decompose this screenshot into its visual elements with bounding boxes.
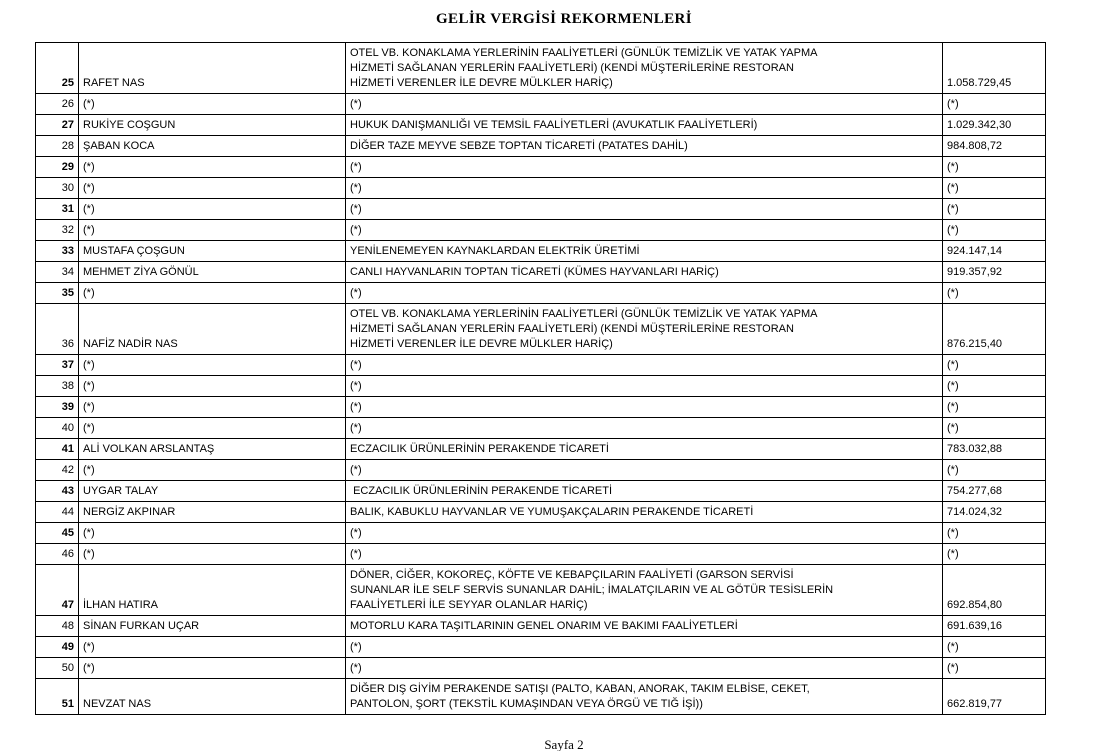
row-number-cell: 27	[36, 115, 79, 136]
amount-cell: 783.032,88	[943, 439, 1046, 460]
table-row	[36, 283, 1046, 304]
name-cell: (*)	[79, 418, 346, 439]
page-number-label: Sayfa 2	[544, 737, 584, 751]
amount-cell: (*)	[943, 418, 1046, 439]
activity-cell: DÖNER, CİĞER, KOKOREÇ, KÖFTE VE KEBAPÇILARIN FAALİYETİ (GARSON SERVİSİ SUNANLAR İLE SELF SERVİS SUNANLAR DAHİL; İMALATÇILARIN VE AL GÖTÜR TESİSLERİN FAALİYETLERİ İLE SEYYAR OLANLAR HARİÇ)	[346, 565, 943, 616]
row-number-cell: 48	[36, 616, 79, 637]
page-title: GELİR VERGİSİ REKORMENLERİ	[435, 11, 692, 27]
activity-cell: OTEL VB. KONAKLAMA YERLERİNİN FAALİYETLERİ (GÜNLÜK TEMİZLİK VE YATAK YAPMA HİZMETİ SAĞLANAN YERLERİN FAALİYETLERİ) (KENDİ MÜŞTERİLERİNE RESTORAN HİZMETİ VERENLER İLE DEVRE MÜLKLER HARİÇ)	[346, 304, 943, 355]
activity-cell: (*)	[346, 157, 943, 178]
row-number-cell: 28	[36, 136, 79, 157]
table-row	[36, 523, 1046, 544]
amount-cell: 662.819,77	[943, 679, 1046, 715]
activity-cell: (*)	[346, 460, 943, 481]
records-table	[35, 42, 1046, 715]
amount-cell: 876.215,40	[943, 304, 1046, 355]
amount-cell: (*)	[943, 376, 1046, 397]
row-number-cell: 51	[36, 679, 79, 715]
name-cell: SİNAN FURKAN UÇAR	[79, 616, 346, 637]
row-number-cell: 49	[36, 637, 79, 658]
row-number-cell: 46	[36, 544, 79, 565]
row-number-cell: 43	[36, 481, 79, 502]
row-number-cell: 44	[36, 502, 79, 523]
table-row	[36, 439, 1046, 460]
name-cell: RAFET NAS	[79, 43, 346, 94]
table-row	[36, 565, 1046, 616]
amount-cell: 924.147,14	[943, 241, 1046, 262]
table-row	[36, 220, 1046, 241]
amount-cell: (*)	[943, 637, 1046, 658]
name-cell: (*)	[79, 376, 346, 397]
activity-cell: (*)	[346, 523, 943, 544]
amount-cell: 692.854,80	[943, 565, 1046, 616]
amount-cell: (*)	[943, 178, 1046, 199]
name-cell: (*)	[79, 94, 346, 115]
table-row	[36, 544, 1046, 565]
amount-cell: 1.029.342,30	[943, 115, 1046, 136]
row-number-cell: 36	[36, 304, 79, 355]
name-cell: NERGİZ AKPINAR	[79, 502, 346, 523]
amount-cell: (*)	[943, 460, 1046, 481]
table-row	[36, 355, 1046, 376]
name-cell: (*)	[79, 220, 346, 241]
amount-cell: (*)	[943, 658, 1046, 679]
table-row	[36, 115, 1046, 136]
amount-cell: 984.808,72	[943, 136, 1046, 157]
table-row	[36, 178, 1046, 199]
row-number-cell: 42	[36, 460, 79, 481]
name-cell: İLHAN HATIRA	[79, 565, 346, 616]
row-number-cell: 25	[36, 43, 79, 94]
name-cell: (*)	[79, 658, 346, 679]
activity-cell: (*)	[346, 355, 943, 376]
amount-cell: 691.639,16	[943, 616, 1046, 637]
activity-cell: (*)	[346, 199, 943, 220]
table-row	[36, 658, 1046, 679]
activity-cell: BALIK, KABUKLU HAYVANLAR VE YUMUŞAKÇALARIN PERAKENDE TİCARETİ	[346, 502, 943, 523]
row-number-cell: 41	[36, 439, 79, 460]
activity-cell: (*)	[346, 94, 943, 115]
amount-cell: 714.024,32	[943, 502, 1046, 523]
row-number-cell: 35	[36, 283, 79, 304]
name-cell: (*)	[79, 157, 346, 178]
table-body	[36, 43, 1046, 715]
table-row	[36, 418, 1046, 439]
activity-cell: (*)	[346, 544, 943, 565]
table-row	[36, 679, 1046, 715]
amount-cell: (*)	[943, 523, 1046, 544]
name-cell: ALİ VOLKAN ARSLANTAŞ	[79, 439, 346, 460]
row-number-cell: 30	[36, 178, 79, 199]
activity-cell: HUKUK DANIŞMANLIĞI VE TEMSİL FAALİYETLERİ (AVUKATLIK FAALİYETLERİ)	[346, 115, 943, 136]
amount-cell: (*)	[943, 199, 1046, 220]
table-row	[36, 397, 1046, 418]
table-row	[36, 262, 1046, 283]
name-cell: (*)	[79, 544, 346, 565]
table-row	[36, 616, 1046, 637]
row-number-cell: 31	[36, 199, 79, 220]
amount-cell: 1.058.729,45	[943, 43, 1046, 94]
activity-cell: DİĞER DIŞ GİYİM PERAKENDE SATIŞI (PALTO, KABAN, ANORAK, TAKIM ELBİSE, CEKET, PANTOLON, ŞORT (TEKSTİL KUMAŞINDAN VEYA ÖRGÜ VE TIĞ İŞİ))	[346, 679, 943, 715]
name-cell: (*)	[79, 460, 346, 481]
activity-cell: (*)	[346, 418, 943, 439]
amount-cell: (*)	[943, 157, 1046, 178]
activity-cell: DİĞER TAZE MEYVE SEBZE TOPTAN TİCARETİ (PATATES DAHİL)	[346, 136, 943, 157]
row-number-cell: 50	[36, 658, 79, 679]
activity-cell: (*)	[346, 376, 943, 397]
table-row	[36, 304, 1046, 355]
amount-cell: (*)	[943, 397, 1046, 418]
activity-cell: (*)	[346, 283, 943, 304]
activity-cell: (*)	[346, 658, 943, 679]
table-row	[36, 241, 1046, 262]
table-row	[36, 136, 1046, 157]
activity-cell: (*)	[346, 397, 943, 418]
amount-cell: (*)	[943, 355, 1046, 376]
row-number-cell: 32	[36, 220, 79, 241]
name-cell: UYGAR TALAY	[79, 481, 346, 502]
name-cell: MUSTAFA ÇOŞGUN	[79, 241, 346, 262]
amount-cell: 919.357,92	[943, 262, 1046, 283]
row-number-cell: 34	[36, 262, 79, 283]
row-number-cell: 29	[36, 157, 79, 178]
name-cell: (*)	[79, 199, 346, 220]
activity-cell: MOTORLU KARA TAŞITLARININ GENEL ONARIM VE BAKIMI FAALİYETLERİ	[346, 616, 943, 637]
name-cell: (*)	[79, 355, 346, 376]
amount-cell: (*)	[943, 94, 1046, 115]
activity-cell: (*)	[346, 178, 943, 199]
activity-cell: (*)	[346, 220, 943, 241]
row-number-cell: 47	[36, 565, 79, 616]
name-cell: NAFİZ NADİR NAS	[79, 304, 346, 355]
activity-cell: ECZACILIK ÜRÜNLERİNİN PERAKENDE TİCARETİ	[346, 439, 943, 460]
row-number-cell: 26	[36, 94, 79, 115]
table-row	[36, 637, 1046, 658]
name-cell: (*)	[79, 523, 346, 544]
name-cell: (*)	[79, 637, 346, 658]
amount-cell: (*)	[943, 220, 1046, 241]
activity-cell: OTEL VB. KONAKLAMA YERLERİNİN FAALİYETLERİ (GÜNLÜK TEMİZLİK VE YATAK YAPMA HİZMETİ SAĞLANAN YERLERİN FAALİYETLERİ) (KENDİ MÜŞTERİLERİNE RESTORAN HİZMETİ VERENLER İLE DEVRE MÜLKLER HARİÇ)	[346, 43, 943, 94]
amount-cell: (*)	[943, 283, 1046, 304]
name-cell: (*)	[79, 397, 346, 418]
table-row	[36, 157, 1046, 178]
table-row	[36, 199, 1046, 220]
table-row	[36, 460, 1046, 481]
amount-cell: (*)	[943, 544, 1046, 565]
row-number-cell: 37	[36, 355, 79, 376]
name-cell: RUKİYE COŞGUN	[79, 115, 346, 136]
table-row	[36, 94, 1046, 115]
row-number-cell: 45	[36, 523, 79, 544]
table-row	[36, 376, 1046, 397]
row-number-cell: 39	[36, 397, 79, 418]
activity-cell: (*)	[346, 637, 943, 658]
table-row	[36, 481, 1046, 502]
activity-cell: ECZACILIK ÜRÜNLERİNİN PERAKENDE TİCARETİ	[346, 481, 943, 502]
row-number-cell: 33	[36, 241, 79, 262]
amount-cell: 754.277,68	[943, 481, 1046, 502]
activity-cell: CANLI HAYVANLARIN TOPTAN TİCARETİ (KÜMES HAYVANLARI HARİÇ)	[346, 262, 943, 283]
name-cell: (*)	[79, 283, 346, 304]
name-cell: MEHMET ZİYA GÖNÜL	[79, 262, 346, 283]
row-number-cell: 38	[36, 376, 79, 397]
table-row	[36, 502, 1046, 523]
name-cell: NEVZAT NAS	[79, 679, 346, 715]
name-cell: (*)	[79, 178, 346, 199]
name-cell: ŞABAN KOCA	[79, 136, 346, 157]
activity-cell: YENİLENEMEYEN KAYNAKLARDAN ELEKTRİK ÜRETİMİ	[346, 241, 943, 262]
row-number-cell: 40	[36, 418, 79, 439]
table-row	[36, 43, 1046, 94]
